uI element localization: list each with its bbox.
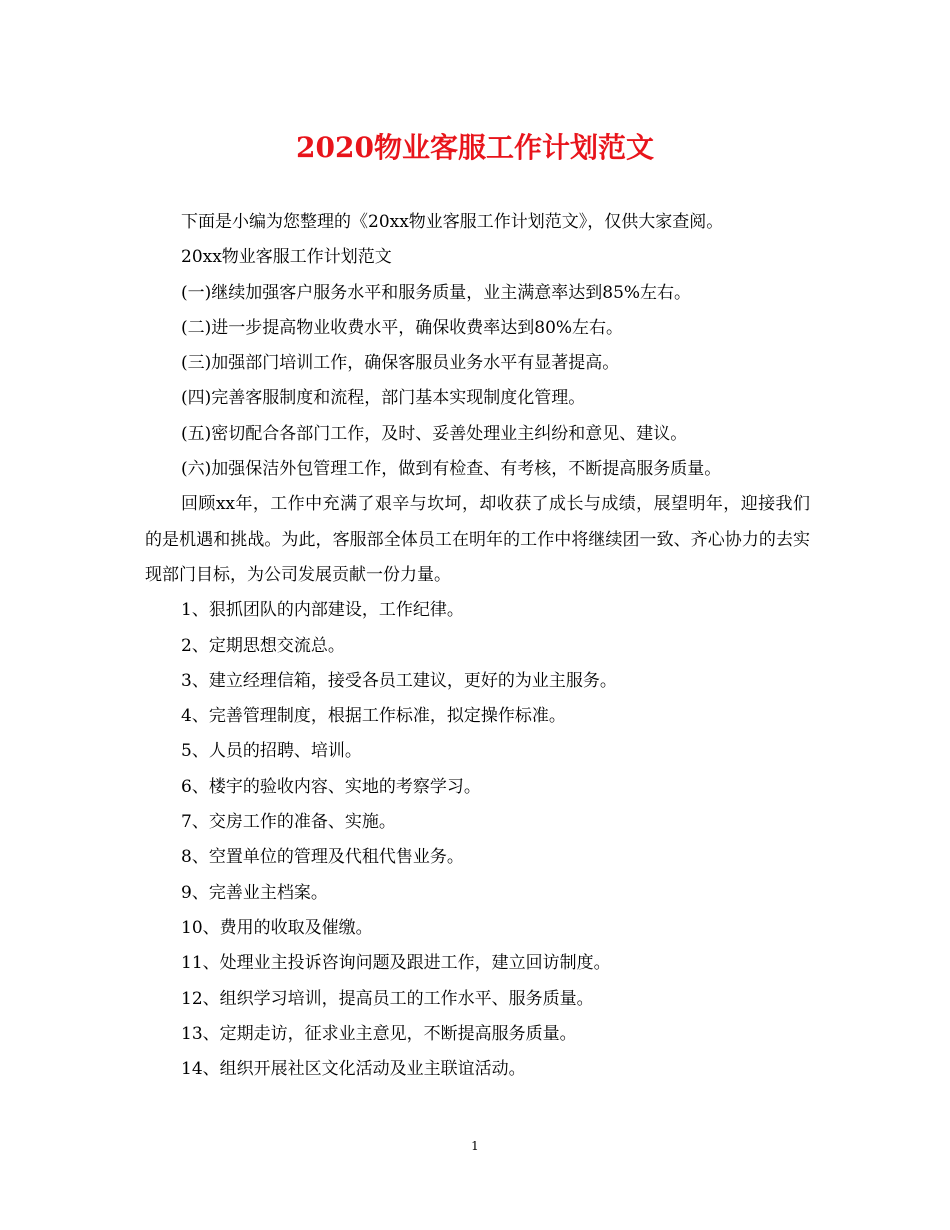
task-item: 12、组织学习培训，提高员工的工作水平、服务质量。 [181, 988, 594, 1009]
goal-item: (一)继续加强客户服务水平和服务质量，业主满意率达到85%左右。 [181, 282, 692, 303]
task-item: 10、费用的收取及催缴。 [181, 917, 373, 938]
page-number: 1 [471, 1139, 479, 1153]
task-item: 6、楼宇的验收内容、实地的考察学习。 [181, 776, 481, 797]
task-item: 7、交房工作的准备、实施。 [181, 812, 396, 833]
task-item: 14、组织开展社区文化活动及业主联谊活动。 [181, 1059, 526, 1080]
review-paragraph: 回顾xx年，工作中充满了艰辛与坎坷，却收获了成长与成绩，展望明年，迎接我们的是机遇和挑战。为此，客服部全体员工在明年的工作中将继续团一致、齐心协力的去实现部门目标，为公司发展贡献一份力量。 [145, 494, 810, 585]
goal-item: (四)完善客服制度和流程，部门基本实现制度化管理。 [181, 388, 586, 409]
task-item: 2、定期思想交流总。 [181, 635, 345, 656]
task-item: 1、狠抓团队的内部建设，工作纪律。 [181, 600, 464, 621]
document-title: 2020物业客服工作计划范文 [296, 131, 654, 164]
task-item: 13、定期走访，征求业主意见，不断提高服务质量。 [181, 1023, 577, 1044]
task-item: 9、完善业主档案。 [181, 882, 328, 903]
tasks-list [145, 593, 810, 1087]
subtitle-paragraph: 20xx物业客服工作计划范文 [181, 247, 392, 268]
goal-item: (二)进一步提高物业收费水平，确保收费率达到80%左右。 [181, 317, 624, 338]
goal-item: (五)密切配合各部门工作，及时、妥善处理业主纠纷和意见、建议。 [181, 423, 688, 444]
goal-item: (三)加强部门培训工作，确保客服员业务水平有显著提高。 [181, 353, 620, 374]
goals-list [145, 276, 810, 488]
goal-item: (六)加强保洁外包管理工作，做到有检查、有考核，不断提高服务质量。 [181, 459, 722, 480]
task-item: 5、人员的招聘、培训。 [181, 741, 362, 762]
task-item: 11、处理业主投诉咨询问题及跟进工作，建立回访制度。 [181, 953, 611, 974]
document-body [145, 205, 810, 1087]
intro-paragraph: 下面是小编为您整理的《20xx物业客服工作计划范文》，仅供大家查阅。 [181, 212, 724, 232]
task-item: 3、建立经理信箱，接受各员工建议，更好的为业主服务。 [181, 670, 617, 691]
task-item: 8、空置单位的管理及代租代售业务。 [181, 847, 464, 868]
task-item: 4、完善管理制度，根据工作标准，拟定操作标准。 [181, 706, 566, 727]
